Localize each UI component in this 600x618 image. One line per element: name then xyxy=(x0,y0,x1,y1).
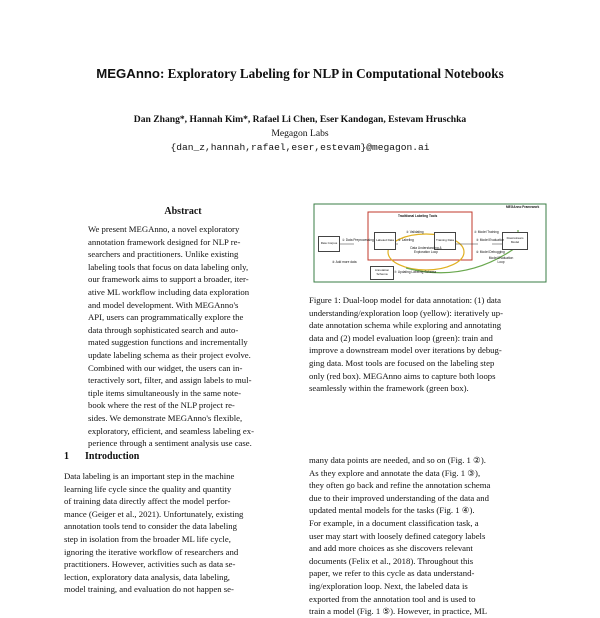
figure-step-4: ④ Model Training xyxy=(474,230,499,234)
abstract-line: teractively sort, filter, and assign labels to mul- xyxy=(88,375,252,386)
intro-line: step in isolation from the broader ML life cycle, xyxy=(64,533,231,544)
figure-box-labeled-data: Labeled Data xyxy=(374,232,396,250)
figure-step-2: ② Labeling xyxy=(398,238,414,242)
intro-line: ignoring the iterative workflow of researchers and xyxy=(64,546,239,557)
caption-line: only (red box). MEGAnno aims to capture both loops xyxy=(309,370,496,381)
body-line: exported from the annotation tool and is used to xyxy=(309,593,476,604)
abstract-line: our framework aims to support a broader, iter- xyxy=(88,274,249,285)
section-title: Introduction xyxy=(85,451,140,462)
title-brand: MEGAnno xyxy=(96,66,160,81)
figure-1-dual-loop-diagram xyxy=(306,200,550,284)
figure-traditional-label: Traditional Labeling Tools xyxy=(398,214,438,218)
intro-line: Data labeling is an important step in the machine xyxy=(64,471,235,481)
figure-step-5: ⑤ Model Evaluation xyxy=(476,238,505,242)
author-emails: {dan_z,hannah,rafael,eser,estevam}@megagon.ai xyxy=(170,142,430,153)
body-line: train a model (Fig. 1 ⑤). However, in practice, ML xyxy=(309,606,487,617)
body-line: due to their improved understanding of the data and xyxy=(309,492,489,503)
abstract-line: mated suggestion functions and incrementally xyxy=(88,337,248,348)
figure-1-caption xyxy=(309,294,547,395)
abstract-heading: Abstract xyxy=(164,206,202,217)
abstract-line: API, users can programmatically explore the xyxy=(88,312,244,323)
caption-line: ging data. Most tools are focused on the labeling step xyxy=(309,357,495,368)
title-rest: : Exploratory Labeling for NLP in Computational Notebooks xyxy=(159,66,504,81)
caption-line: improve a downstream model over iterations by debug- xyxy=(309,345,502,356)
caption-line: Figure 1: Dual-loop model for data annotation: (1) data xyxy=(309,295,502,305)
abstract-line: labeling tools that focus on data labeling only, xyxy=(88,261,249,272)
intro-line: model training, and evaluation do not happen se- xyxy=(64,584,234,595)
figure-framework-label: MEGAnno Framework xyxy=(506,205,540,209)
body-line: documents (Felix et al., 2018). Throughout this xyxy=(309,555,474,566)
abstract-line: ative ML workflow including data exploration xyxy=(88,286,250,297)
figure-box-model: Downstream Model xyxy=(502,232,528,250)
column-2-body xyxy=(309,454,547,618)
body-line: As they explore and annotate the data (Fig. 1 ③), xyxy=(309,467,481,478)
affiliation: Megagon Labs xyxy=(271,128,329,139)
abstract-line: perience through a sentiment analysis use case. xyxy=(88,438,252,449)
body-line: paper, we refer to this cycle as data understand- xyxy=(309,568,475,579)
figure-step-1: ① Data Preprocessing xyxy=(342,238,374,242)
abstract-line: exploratory, efficient, and seamless labeling ex- xyxy=(88,425,254,436)
figure-step-8: ⑧ Add more data xyxy=(332,260,357,264)
intro-line: mance (Geiger et al., 2021). Unfortunately, existing xyxy=(64,508,244,519)
figure-box-training-data: Training Data xyxy=(434,232,456,250)
section-heading-introduction xyxy=(64,451,139,462)
body-line: many data points are needed, and so on (Fig. 1 ②). xyxy=(309,455,486,465)
section-number: 1 xyxy=(64,451,69,462)
abstract-body xyxy=(88,223,280,450)
figure-step-6: ⑥ Model Debugging xyxy=(476,250,505,254)
body-line: updated mental models for the tasks (Fig. 1 ④). xyxy=(309,505,475,516)
body-line: they often go back and refine the annotation schema xyxy=(309,480,491,491)
figure-step-3: ③ Validating xyxy=(406,230,424,234)
intro-line: practitioners. However, activities such as data se- xyxy=(64,559,236,570)
abstract-line: Combined with our widget, the users can in- xyxy=(88,362,243,373)
figure-step-7: ⑦ Updating Labeling Schema xyxy=(394,270,437,274)
caption-line: seamlessly within the framework (green box). xyxy=(309,383,469,394)
body-line: For example, in a document classification task, a xyxy=(309,517,479,528)
figure-box-schema: Annotation Schema xyxy=(370,266,394,280)
intro-line: of training data directly affect the model perfor- xyxy=(64,496,231,507)
introduction-body xyxy=(64,470,300,596)
abstract-line: and model development. With MEGAnno's xyxy=(88,299,239,310)
abstract-line: update labeling schema as their project evolve. xyxy=(88,349,251,360)
author-list: Dan Zhang*, Hannah Kim*, Rafael Li Chen, Eser Kandogan, Estevam Hruschka xyxy=(133,114,467,125)
intro-line: learning life cycle since the quality and quantity xyxy=(64,483,232,494)
abstract-line: searchers and practitioners. Unlike existing xyxy=(88,249,239,260)
abstract-line: annotation framework designed for NLP re- xyxy=(88,236,241,247)
figure-loop-model-label: Model Evaluation Loop xyxy=(488,256,514,264)
caption-line: data and (2) model evaluation loop (green): train and xyxy=(309,332,493,343)
caption-line: date annotation schema while exploring and annotating xyxy=(309,320,502,331)
body-line: and add more choices as she discovers relevant xyxy=(309,543,473,554)
body-line: ing/exploration loop. Next, the labeled data is xyxy=(309,580,468,591)
abstract-line: data through sophisticated search and auto- xyxy=(88,324,239,335)
figure-box-raw-corpus: Raw Corpus xyxy=(318,236,340,252)
abstract-line: book where the rest of the NLP project re- xyxy=(88,400,235,411)
abstract-line: tiple items simultaneously in the same note- xyxy=(88,387,241,398)
intro-line: lection, exploratory data analysis, data labeling, xyxy=(64,571,230,582)
paper-title xyxy=(0,66,600,82)
intro-line: annotation tools tend to consider the data labeling xyxy=(64,521,237,532)
abstract-line: We present MEGAnno, a novel exploratory xyxy=(88,224,240,234)
caption-line: understanding/exploration loop (yellow): iteratively up- xyxy=(309,307,503,318)
abstract-line: sides. We demonstrate MEGAnno's flexible, xyxy=(88,412,243,423)
body-line: user may start with loosely defined category labels xyxy=(309,530,486,541)
figure-loop-data-label: Data Understanding & Exploration Loop xyxy=(410,246,442,254)
